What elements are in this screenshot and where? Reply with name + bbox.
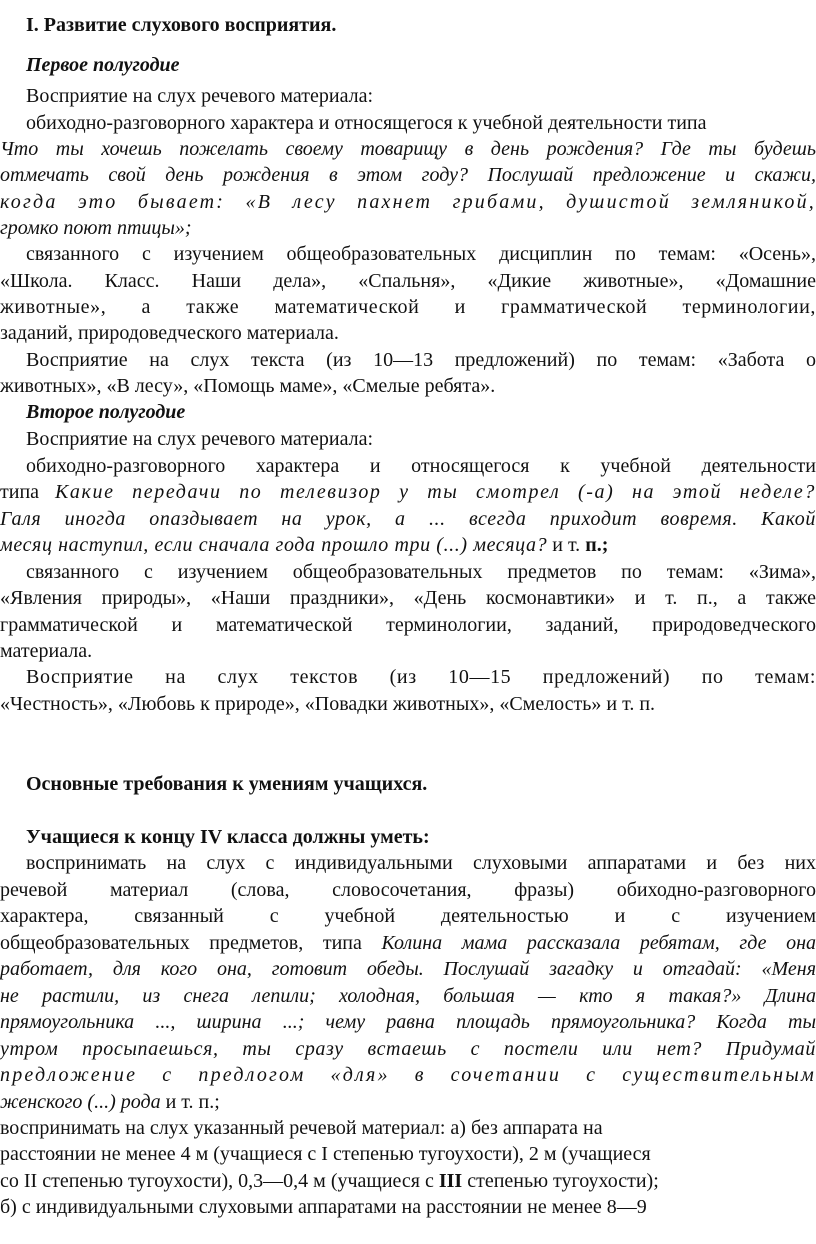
paragraph-line: воспринимать на слух указанный речевой материал: а) без аппарата на bbox=[0, 1117, 603, 1139]
paragraph-line bbox=[0, 532, 816, 558]
paragraph-line: «Школа. Класс. Наши дела», «Спальня», «Дикие животные», «Домашние bbox=[0, 270, 816, 292]
paragraph-line: животных», «В лесу», «Помощь маме», «Смелые ребята». bbox=[0, 375, 496, 397]
paragraph-line: материала. bbox=[0, 640, 93, 662]
paragraph-line: грамматической и математической терминологии, заданий, природоведческого bbox=[0, 614, 816, 636]
example-line: не растили, из снега лепили; холодная, большая — кто я такая?» Длина bbox=[0, 985, 816, 1007]
example-line: когда это бывает: «В лесу пахнет грибами, душистой земляникой, bbox=[0, 191, 816, 213]
paragraph-line bbox=[0, 930, 816, 956]
paragraph-line: воспринимать на слух с индивидуальными слуховыми аппаратами и без них bbox=[26, 852, 816, 874]
paragraph-line bbox=[0, 1089, 816, 1115]
paragraph-line: Восприятие на слух текстов (из 10—15 предложений) по темам: bbox=[26, 666, 816, 688]
example-run: Колина мама рассказала ребятам, где она bbox=[381, 932, 816, 954]
text-run: степенью тугоухости); bbox=[462, 1170, 659, 1192]
example-line: работает, для кого она, готовит обеды. Послушай загадку и отгадай: «Меня bbox=[0, 958, 816, 980]
example-run: женского (...) рода bbox=[0, 1091, 161, 1113]
paragraph-line: Восприятие на слух текста (из 10—13 предложений) по темам: «Забота о bbox=[26, 349, 816, 371]
second-half-heading: Второе полугодие bbox=[26, 401, 186, 423]
paragraph-line bbox=[0, 479, 816, 505]
requirements-heading: Основные требования к умениям учащихся. bbox=[26, 773, 428, 795]
requirements-subheading: Учащиеся к концу IV класса должны уметь: bbox=[26, 826, 430, 848]
paragraph-line: расстоянии не менее 4 м (учащиеся с I степенью тугоухости), 2 м (учащиеся bbox=[0, 1143, 651, 1165]
paragraph-line: животные», а также математической и грамматической терминологии, bbox=[0, 296, 816, 318]
paragraph-line: характера, связанный с учебной деятельностью и с изучением bbox=[0, 905, 816, 927]
paragraph-line: Восприятие на слух речевого материала: bbox=[26, 85, 374, 107]
text-run: и т. bbox=[547, 534, 586, 556]
paragraph-line: связанного с изучением общеобразовательных дисциплин по темам: «Осень», bbox=[26, 243, 816, 265]
example-line: Галя иногда опаздывает на урок, а ... всегда приходит вовремя. Какой bbox=[0, 508, 816, 530]
paragraph-line: обиходно-разговорного характера и относящегося к учебной деятельности bbox=[26, 455, 816, 477]
paragraph-line bbox=[0, 1168, 816, 1194]
first-half-heading: Первое полугодие bbox=[26, 54, 180, 76]
text-run: общеобразовательных предметов, типа bbox=[0, 932, 382, 954]
text-run: п.; bbox=[585, 534, 609, 556]
paragraph-line: речевой материал (слова, словосочетания, фразы) обиходно-разговорного bbox=[0, 879, 816, 901]
text-run: со II степенью тугоухости), 0,3—0,4 м (учащиеся с bbox=[0, 1170, 439, 1192]
paragraph-line: заданий, природоведческого материала. bbox=[0, 322, 339, 344]
example-line: Что ты хочешь пожелать своему товарищу в день рождения? Где ты будешь bbox=[0, 138, 816, 160]
paragraph-line: связанного с изучением общеобразовательных предметов по темам: «Зима», bbox=[26, 561, 816, 583]
paragraph-line: «Явления природы», «Наши праздники», «День космонавтики» и т. п., а также bbox=[0, 587, 816, 609]
paragraph-line: «Честность», «Любовь к природе», «Повадки животных», «Смелость» и т. п. bbox=[0, 693, 656, 715]
example-line: отмечать свой день рождения в этом году? Послушай предложение и скажи, bbox=[0, 164, 816, 186]
example-run: месяц наступил, если сначала года прошло три (...) месяца? bbox=[0, 534, 548, 556]
example-line: предложение с предлогом «для» в сочетании с существительным bbox=[0, 1064, 816, 1086]
paragraph-line: обиходно-разговорного характера и относящегося к учебной деятельности типа bbox=[26, 112, 707, 134]
example-line: утром просыпаешься, ты сразу встаешь с постели или нет? Придумай bbox=[0, 1038, 816, 1060]
example-run: Какие передачи по телевизор у ты смотрел (-а) на этой неделе? bbox=[55, 481, 816, 503]
example-line: прямоугольника ..., ширина ...; чему равна площадь прямоугольника? Когда ты bbox=[0, 1011, 816, 1033]
paragraph-line: Восприятие на слух речевого материала: bbox=[26, 428, 374, 450]
text-run: III bbox=[438, 1170, 463, 1192]
text-run: типа bbox=[0, 481, 56, 503]
paragraph-line: б) с индивидуальными слуховыми аппаратами на расстоянии не менее 8—9 bbox=[0, 1196, 647, 1218]
text-run: и т. п.; bbox=[160, 1091, 220, 1113]
example-line: громко поют птицы»; bbox=[0, 217, 192, 239]
section-title: I. Развитие слухового восприятия. bbox=[26, 14, 337, 36]
